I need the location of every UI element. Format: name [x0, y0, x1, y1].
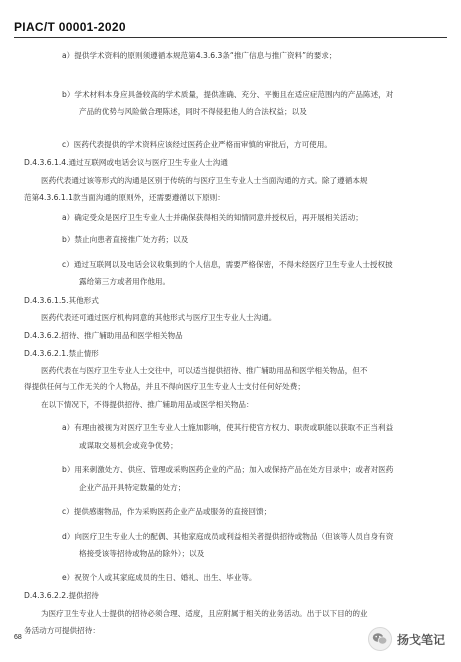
- text-line: 医药代表还可通过医疗机构同意的其他形式与医疗卫生专业人士沟通。: [41, 313, 277, 322]
- text-line: 得提供任何与工作无关的个人物品，并且不得向医疗卫生专业人士支付任何好处费；: [24, 382, 305, 391]
- text-line: c）提供感谢物品，作为采购医药企业产品或服务的直接回馈；: [62, 507, 272, 516]
- text-line: b）用来刺激处方、供应、管理或采购医药企业的产品；加入或保持产品在处方目录中；或者对医药: [62, 465, 394, 474]
- text-line: 范第4.3.6.1.1款当面沟通的原则外，还需要遵循以下原则：: [24, 193, 225, 202]
- text-line: 企业产品开具特定数量的处方；: [79, 483, 186, 492]
- text-line: 医药代表通过该等形式的沟通是区别于传统的与医疗卫生专业人士当面沟通的方式。除了遵循本规: [41, 176, 368, 185]
- text-line: c）医药代表提供的学术资料应该经过医药企业严格而审慎的审批后，方可使用。: [62, 140, 332, 149]
- text-line: 露给第三方或者用作他用。: [79, 277, 171, 286]
- text-line: a）提供学术资料的原则须遵循本规范第4.3.6.3条“推广信息与推广资料”的要求；: [62, 51, 337, 60]
- page-number: 68: [14, 634, 22, 641]
- text-line: b）禁止向患者直接推广处方药；以及: [62, 235, 189, 244]
- section-heading: D.4.3.6.2.招待、推广辅助用品和医学相关物品: [24, 331, 183, 340]
- text-line: 格接受该等招待或物品的除外）；以及: [79, 549, 205, 558]
- text-line: 医药代表在与医疗卫生专业人士交往中，可以适当提供招待、推广辅助用品和医学相关物品，但不: [41, 366, 368, 375]
- text-line: b）学术材料本身应具备较高的学术质量，提供准确、充分、平衡且在适应症范围内的产品陈述，对: [62, 90, 394, 99]
- text-line: 为医疗卫生专业人士提供的招待必须合理、适度，且应附属于相关的业务活动。出于以下目的的业: [41, 609, 368, 618]
- section-heading: D.4.3.6.2.1.禁止情形: [24, 349, 99, 358]
- text-line: a）确定受众是医疗卫生专业人士并确保获得相关的知情同意并授权后，再开展相关活动；: [62, 213, 363, 222]
- watermark-text: 扬戈笔记: [396, 632, 445, 647]
- text-line: e）祝贺个人或其家庭成员的生日、婚礼、出生、毕业等。: [62, 573, 257, 582]
- section-heading: D.4.3.6.2.2.提供招待: [24, 591, 99, 600]
- header-rule: [14, 37, 447, 38]
- text-line: 或谋取交易机会或竞争优势；: [79, 441, 178, 450]
- text-line: 在以下情况下，不得提供招待、推广辅助用品或医学相关物品：: [41, 400, 254, 409]
- section-heading: D.4.3.6.1.5.其他形式: [24, 296, 99, 305]
- text-line: d）向医疗卫生专业人士的配偶、其他家庭成员或利益相关者提供招待或物品（但该等人员自身有资: [62, 532, 394, 541]
- watermark: [368, 627, 445, 651]
- text-line: 产品的优势与风险做合理陈述，同时不得侵犯他人的合法权益；以及: [79, 107, 307, 116]
- text-line: 务活动方可提供招待：: [24, 626, 100, 635]
- text-line: a）有理由被视为对医疗卫生专业人士施加影响，使其行使官方权力、职责或职能以获取不正当利益: [62, 423, 394, 432]
- document-code: PIAC/T 00001-2020: [14, 20, 126, 34]
- text-line: c）通过互联网以及电话会议收集到的个人信息，需要严格保密，不得未经医疗卫生专业人士授权披: [62, 260, 393, 269]
- wechat-icon: [368, 627, 392, 651]
- section-heading: D.4.3.6.1.4.通过互联网或电话会议与医疗卫生专业人士沟通: [24, 158, 228, 167]
